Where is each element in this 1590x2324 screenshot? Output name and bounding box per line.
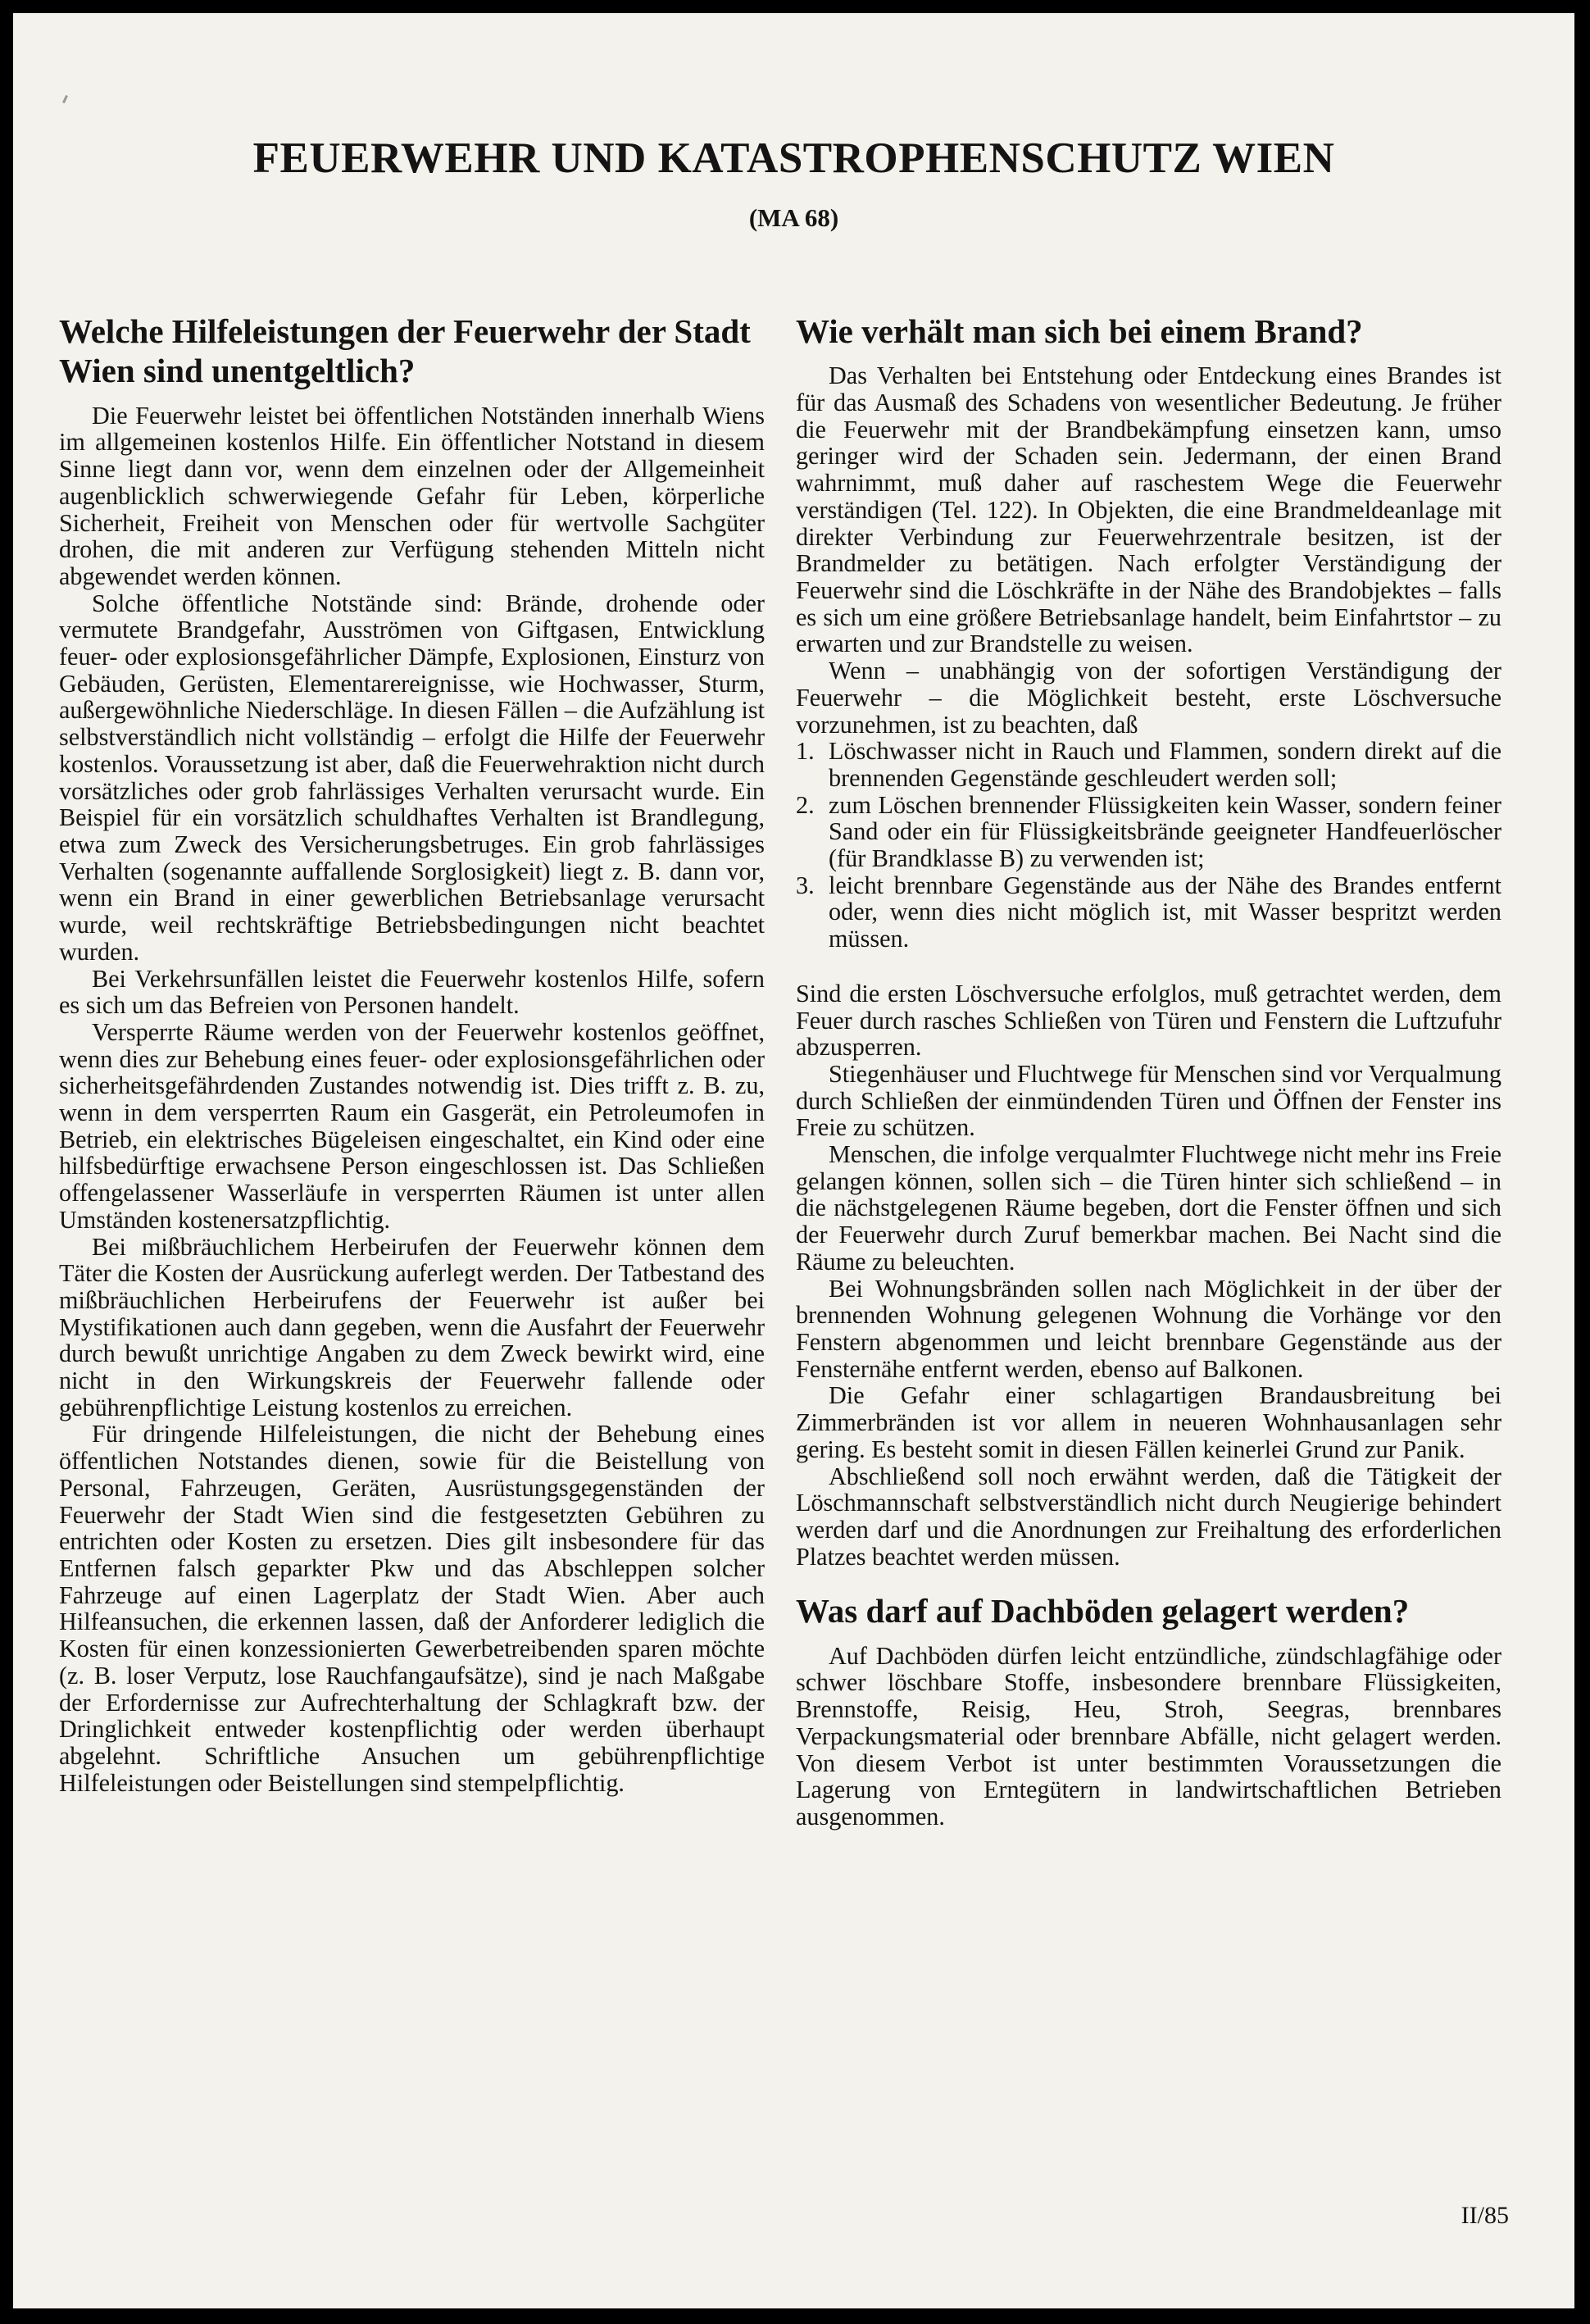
paragraph: Stiegenhäuser und Fluchtwege für Menschen sind vor Verqualmung durch Schließen der einmündenden Türen und Öffnen der Fenster ins Freie zu schützen. — [796, 1059, 1501, 1142]
paragraph: Sind die ersten Löschversuche erfolglos, muß getrachtet werden, dem Feuer durch rasches Schließen von Türen und Fenstern die Luftzufuhr abzusperren. — [796, 979, 1501, 1062]
paragraph: Die Feuerwehr leistet bei öffentlichen Notständen innerhalb Wiens im allgemeinen kostenlos Hilfe. Ein öffentlicher Notstand in diesem Sinne liegt dann vor, wenn dem einzelnen oder der Allgemeinheit augenblicklich schwerwiegende Gefahr für Leben, körperliche Sicherheit, Freiheit von Menschen oder für wertvolle Sachgüter drohen, die mit anderen zur Verfügung stehenden Mitteln nicht abgewendet werden können. — [59, 401, 765, 590]
list-item — [796, 792, 1501, 872]
paragraph: Abschließend soll noch erwähnt werden, daß die Tätigkeit der Löschmannschaft selbstverständlich nicht durch Neugierige behindert werden darf und die Anordnungen zur Freihaltung des erforderlichen Platzes beachtet werden müssen. — [796, 1462, 1501, 1571]
list-number: 2. — [796, 790, 815, 819]
list-text: Löschwasser nicht in Rauch und Flammen, sondern direkt auf die brennenden Gegenstände geschleudert werden soll; — [829, 737, 1501, 792]
paragraph: Bei Verkehrsunfällen leistet die Feuerwehr kostenlos Hilfe, sofern es sich um das Befreien von Personen handelt. — [59, 964, 765, 1020]
paragraph: Die Gefahr einer schlagartigen Brandausbreitung bei Zimmerbränden ist vor allem in neueren Wohnhausanlagen sehr gering. Es besteht somit in diesen Fällen keinerlei Grund zur Panik. — [796, 1381, 1501, 1463]
left-column — [59, 312, 765, 1796]
section-heading-attic-storage: Was darf auf Dachböden gelagert werden? — [796, 1592, 1410, 1630]
document-page — [13, 13, 1574, 2308]
list-item — [796, 738, 1501, 791]
paragraph: Bei Wohnungsbränden sollen nach Möglichkeit in der über der brennenden Wohnung gelegenen Wohnung die Vorhänge vor den Fenstern abgenommen und leicht brennbare Gegenstände aus der Fensternähe entfernt werden, ebenso auf Balkonen. — [796, 1274, 1501, 1383]
extinguishing-steps-list — [796, 738, 1501, 953]
page-title: FEUERWEHR UND KATASTROPHENSCHUTZ WIEN — [252, 134, 1335, 182]
paragraph: Wenn – unabhängig von der sofortigen Verständigung der Feuerwehr – die Möglichkeit besteht, erste Löschversuche vorzunehmen, ist zu beachten, daß — [796, 657, 1501, 739]
paragraph: Das Verhalten bei Entstehung oder Entdeckung eines Brandes ist für das Ausmaß des Schadens von wesentlicher Bedeutung. Je früher die Feuerwehr mit der Brandbekämpfung einsetzen kann, umso geringer wird der Schaden sein. Jedermann, der einen Brand wahrnimmt, muß daher auf raschestem Wege die Feuerwehr verständigen (Tel. 122). In Objekten, die eine Brandmeldeanlage mit direkter Verbindung zur Feuerwehrzentrale besitzen, ist der Brandmelder zu betätigen. Nach erfolgter Verständigung der Feuerwehr sind die Löschkräfte in der Nähe des Brandobjektes – falls es sich um eine größere Betriebsanlage handelt, beim Einfahrtstor – zu erwarten und zur Brandstelle zu weisen. — [796, 362, 1501, 658]
paragraph: Solche öffentliche Notstände sind: Brände, drohende oder vermutete Brandgefahr, Ausströmen von Giftgasen, Entwicklung feuer- oder explosionsgefährlicher Dämpfe, Explosionen, Einsturz von Gebäuden, Gerüsten, Elementarereignisse, wie Hochwasser, Sturm, außergewöhnliche Niederschläge. In diesen Fällen – die Aufzählung ist selbstverständlich nicht vollständig – erfolgt die Hilfe der Feuerwehr kostenlos. Voraussetzung ist aber, daß die Feuerwehraktion nicht durch vorsätzliches oder grob fahrlässiges Verhalten verursacht wurde. Ein Beispiel für ein vorsätzlich schuldhaftes Verhalten ist Brandlegung, etwa zum Zweck des Versicherungsbetruges. Ein grob fahrlässiges Verhalten (sogenannte auffallende Sorglosigkeit) liegt z. B. dann vor, wenn ein Brand in einer gewerblichen Betriebsanlage verursacht wurde, weil rechtskräftige Betriebsbedingungen nicht beachtet wurden. — [59, 589, 765, 966]
page-subtitle: (MA 68) — [748, 203, 839, 232]
list-number: 1. — [796, 737, 815, 766]
scan-speck — [62, 95, 68, 103]
list-number: 3. — [796, 871, 815, 899]
list-item — [796, 872, 1501, 953]
list-text: zum Löschen brennender Flüssigkeiten kein Wasser, sondern feiner Sand oder ein für Flüssigkeitsbrände geeigneter Handfeuerlöscher (für Brandklasse B) zu verwenden ist; — [829, 790, 1501, 873]
section-heading-fire-behavior: Wie verhält man sich bei einem Brand? — [796, 312, 1363, 350]
spacer — [796, 953, 1501, 980]
paragraph: Menschen, die infolge verqualmter Fluchtwege nicht mehr ins Freie gelangen können, sollen sich – die Türen hinter sich schließend – in die nächstgelegenen Räume begeben, dort die Fenster öffnen und sich der Feuerwehr durch Zuruf bemerkbar machen. Bei Nacht sind die Räume zu beleuchten. — [796, 1140, 1501, 1276]
paragraph: Auf Dachböden dürfen leicht entzündliche, zündschlagfähige oder schwer löschbare Stoffe, insbesondere brennbare Flüssigkeiten, Brennstoffe, Reisig, Heu, Stroh, Seegras, brennbares Verpackungsmaterial oder brennbare Abfälle, nicht gelagert werden. Von diesem Verbot ist unter bestimmten Voraussetzungen die Lagerung von Erntegütern in landwirtschaftlichen Betrieben ausgenommen. — [796, 1641, 1501, 1831]
section-heading-free-services: Welche Hilfeleistungen der Feuerwehr der Stadt Wien sind unentgeltlich? — [59, 312, 751, 390]
right-column — [796, 312, 1501, 1831]
paragraph: Versperrte Räume werden von der Feuerwehr kostenlos geöffnet, wenn dies zur Behebung eines feuer- oder explosionsgefährlichen oder sicherheitsgefährdenden Zustandes notwendig ist. Dies trifft z. B. zu, wenn in dem versperrten Raum ein Gasgerät, ein Petroleumofen in Betrieb, ein elektrisches Bügeleisen eingeschaltet, ein Kind oder eine hilfsbedürftige erwachsene Person eingeschlossen ist. Das Schließen offengelassener Wasserläufe in versperrten Räumen ist unter allen Umständen kostenersatzpflichtig. — [59, 1017, 765, 1234]
paragraph: Für dringende Hilfeleistungen, die nicht der Behebung eines öffentlichen Notstandes dienen, sowie für die Beistellung von Personal, Fahrzeugen, Geräten, Ausrüstungsgegenständen der Feuerwehr der Stadt Wien sind die festgesetzten Gebühren zu entrichten oder Kosten zu ersetzen. Dies gilt insbesondere für das Entfernen falsch geparkter Pkw und das Abschleppen solcher Fahrzeuge auf einen Lagerplatz der Stadt Wien. Aber auch Hilfeansuchen, die erkennen lassen, daß der Anforderer lediglich die Kosten für einen konzessionierten Gewerbetreibenden sparen möchte (z. B. loser Verputz, lose Rauchfangaufsätze), sind je nach Maßgabe der Erfordernisse zur Aufrechterhaltung der Schlagkraft bzw. der Dringlichkeit entweder kostenpflichtig oder werden überhaupt abgelehnt. Schriftliche Ansuchen um gebührenpflichtige Hilfeleistungen oder Beistellungen sind stempelpflichtig. — [59, 1420, 765, 1797]
page-number: II/85 — [1461, 2202, 1509, 2229]
paragraph: Bei mißbräuchlichem Herbeirufen der Feuerwehr können dem Täter die Kosten der Ausrückung auferlegt werden. Der Tatbestand des mißbräuchlichen Herbeirufens der Feuerwehr ist außer bei Mystifikationen auch dann gegeben, wenn die Ausfahrt der Feuerwehr durch bewußt unrichtige Angaben zu dem Zweck bewirkt wird, eine nicht in den Wirkungskreis der Feuerwehr fallende oder gebührenpflichtige Leistung kostenlos zu erreichen. — [59, 1232, 765, 1421]
list-text: leicht brennbare Gegenstände aus der Nähe des Brandes entfernt oder, wenn dies nicht möglich ist, mit Wasser bespritzt werden müssen. — [829, 871, 1501, 953]
